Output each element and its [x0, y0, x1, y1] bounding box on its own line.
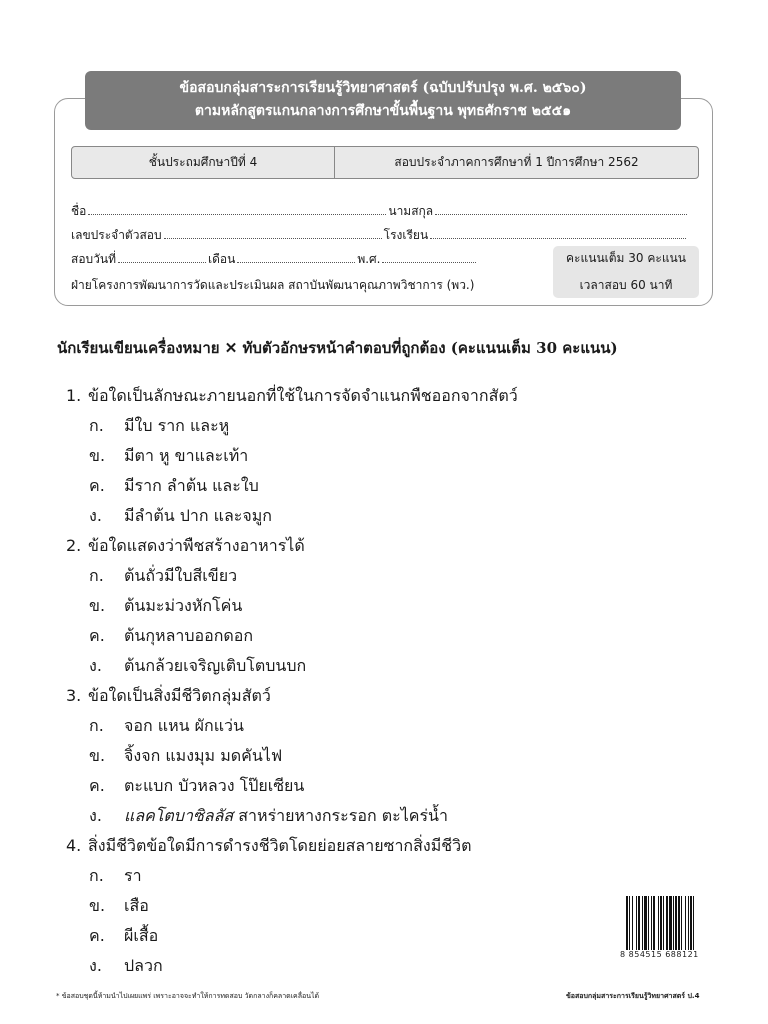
option-text: สาหร่ายหางกระรอก ตะไคร่น้ำ [233, 806, 448, 825]
barcode-bar [644, 896, 647, 950]
option-letter: ข. [89, 596, 106, 615]
name-field[interactable] [88, 203, 386, 215]
option-2-d[interactable] [89, 654, 306, 679]
option-text: จอก แหน ผักแว่น [124, 716, 244, 735]
option-4-a[interactable] [89, 864, 142, 889]
question-text: ข้อใดเป็นสิ่งมีชีวิตกลุ่มสัตว์ [88, 686, 271, 705]
title-banner [85, 71, 681, 130]
barcode-bar [660, 896, 662, 950]
barcode [626, 896, 712, 950]
option-3-a[interactable] [89, 714, 244, 739]
option-letter: ข. [89, 446, 106, 465]
question-number: 2. [66, 536, 82, 555]
option-text: ต้นมะม่วงหักโค่น [124, 596, 243, 615]
option-4-b[interactable] [89, 894, 149, 919]
barcode-bar [648, 896, 649, 950]
option-letter: ง. [89, 806, 102, 825]
department-text: ฝ่ายโครงการพัฒนาการวัดและประเมินผล สถาบันพัฒนาคุณภาพวิชาการ (พว.) [71, 278, 475, 292]
barcode-bar [688, 896, 689, 950]
option-letter: ง. [89, 656, 102, 675]
barcode-bar [666, 896, 668, 950]
option-1-d[interactable] [89, 504, 272, 529]
exam-duration: เวลาสอบ 60 นาที [579, 278, 673, 292]
option-text: มีใบ ราก และหู [124, 416, 230, 435]
exam-id-label: เลขประจำตัวสอบ [71, 228, 162, 242]
option-3-c[interactable] [89, 774, 304, 799]
option-text: ต้นถั่วมีใบสีเขียว [124, 566, 238, 585]
barcode-bar [629, 896, 630, 950]
full-score: คะแนนเต็ม 30 คะแนน [566, 251, 686, 265]
barcode-bar [693, 896, 694, 950]
barcode-bar [626, 896, 628, 950]
barcode-bar [681, 896, 682, 950]
option-3-d[interactable] [89, 804, 448, 829]
date-field[interactable] [118, 251, 206, 263]
barcode-bar [651, 896, 652, 950]
barcode-bar [673, 896, 674, 950]
barcode-bar [690, 896, 692, 950]
option-letter: ก. [89, 416, 104, 435]
option-text: มีตา หู ขาและเท้า [124, 446, 249, 465]
grade-label: ชั้นประถมศึกษาปีที่ 4 [72, 147, 335, 178]
option-text: จิ้งจก แมงมุม มดคันไฟ [124, 746, 283, 765]
option-letter: ก. [89, 866, 104, 885]
option-letter: ค. [89, 926, 105, 945]
option-text: มีลำต้น ปาก และจมูก [124, 506, 272, 525]
option-4-c[interactable] [89, 924, 158, 949]
barcode-bar [678, 896, 680, 950]
footer-note: * ข้อสอบชุดนี้ห้ามนำไปเผยแพร่ เพราะอาจจะทำให้การทดสอบ วัดกลางก็คลาดเคลื่อนได้ [56, 992, 320, 1000]
barcode-bar [642, 896, 643, 950]
question-2 [66, 534, 305, 559]
month-field[interactable] [237, 251, 355, 263]
option-letter: ค. [89, 626, 105, 645]
option-letter: ข. [89, 896, 106, 915]
option-text: รา [124, 866, 142, 885]
school-field[interactable] [430, 227, 686, 239]
option-letter: ค. [89, 476, 105, 495]
option-text: มีราก ลำต้น และใบ [124, 476, 259, 495]
footer-subject: ข้อสอบกลุ่มสาระการเรียนรู้วิทยาศาสตร์ ป.4 [566, 992, 700, 1000]
option-letter: ก. [89, 566, 104, 585]
option-letter: ง. [89, 506, 102, 525]
barcode-bar [658, 896, 659, 950]
barcode-bar [685, 896, 686, 950]
barcode-bar [653, 896, 655, 950]
option-4-d[interactable] [89, 954, 163, 979]
option-letter: ข. [89, 746, 106, 765]
date-row [71, 250, 478, 269]
option-letter: ง. [89, 956, 102, 975]
option-2-a[interactable] [89, 564, 237, 589]
instruction: นักเรียนเขียนเครื่องหมาย ✕ ทับตัวอักษรหน้าคำตอบที่ถูกต้อง (คะแนนเต็ม 30 คะแนน) [57, 339, 618, 357]
question-text: สิ่งมีชีวิตข้อใดมีการดำรงชีวิตโดยย่อยสลายซากสิ่งมีชีวิต [88, 836, 472, 855]
option-2-b[interactable] [89, 594, 242, 619]
barcode-bar [675, 896, 677, 950]
question-4 [66, 834, 471, 859]
exam-id-field[interactable] [164, 227, 382, 239]
exam-info: สอบประจำภาคการศึกษาที่ 1 ปีการศึกษา 2562 [394, 155, 639, 169]
option-letter: ก. [89, 716, 104, 735]
question-3 [66, 684, 271, 709]
barcode-bar [638, 896, 640, 950]
grade-bar [71, 146, 699, 179]
question-text: ข้อใดเป็นลักษณะภายนอกที่ใช้ในการจัดจำแนกพืชออกจากสัตว์ [88, 386, 518, 405]
option-text-italic: แลคโตบาซิลลัส [124, 806, 234, 825]
school-label: โรงเรียน [383, 228, 429, 242]
question-number: 3. [66, 686, 82, 705]
surname-label: นามสกุล [388, 204, 434, 218]
name-row [71, 202, 689, 221]
question-text: ข้อใดแสดงว่าพืชสร้างอาหารได้ [88, 536, 305, 555]
option-3-b[interactable] [89, 744, 282, 769]
option-text: ต้นกล้วยเจริญเติบโตบนบก [124, 656, 307, 675]
name-label: ชื่อ [71, 204, 87, 218]
surname-field[interactable] [435, 203, 687, 215]
date-label: สอบวันที่ [71, 252, 116, 266]
option-1-c[interactable] [89, 474, 259, 499]
option-text: เสือ [124, 896, 149, 915]
title-line-2: ตามหลักสูตรแกนกลางการศึกษาขั้นพื้นฐาน พุทธศักราช ๒๕๕๑ [194, 103, 572, 119]
barcode-bar [669, 896, 672, 950]
question-number: 1. [66, 386, 82, 405]
year-field[interactable] [382, 251, 476, 263]
month-label: เดือน [208, 252, 236, 266]
option-text: ปลวก [124, 956, 163, 975]
option-letter: ค. [89, 776, 105, 795]
option-1-b[interactable] [89, 444, 248, 469]
option-text: ตะแบก บัวหลวง โป๊ยเซียน [124, 776, 305, 795]
barcode-bar [632, 896, 633, 950]
score-box [553, 246, 699, 298]
title-line-1: ข้อสอบกลุ่มสาระการเรียนรู้วิทยาศาสตร์ (ฉบับปรับปรุง พ.ศ. ๒๕๖๐) [179, 80, 587, 96]
option-2-c[interactable] [89, 624, 253, 649]
year-label: พ.ศ. [357, 252, 381, 266]
option-1-a[interactable] [89, 414, 229, 439]
question-number: 4. [66, 836, 82, 855]
barcode-number: 8 854515 688121 [620, 950, 699, 959]
option-text: ต้นกุหลาบออกดอก [124, 626, 254, 645]
id-row [71, 226, 688, 245]
barcode-bar [663, 896, 664, 950]
question-1 [66, 384, 518, 409]
barcode-bar [636, 896, 637, 950]
option-text: ผีเสื้อ [124, 926, 159, 945]
